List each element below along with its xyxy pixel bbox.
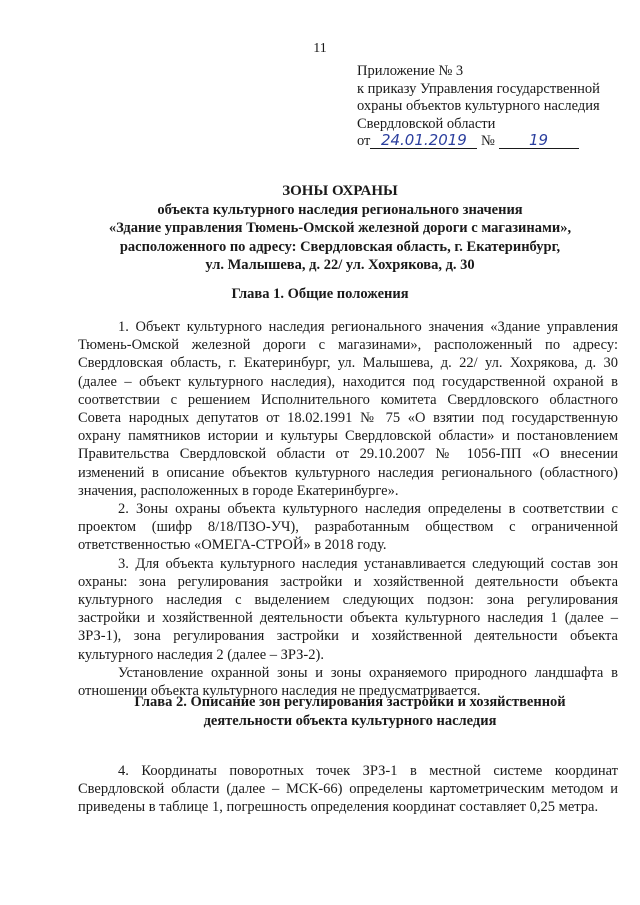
- paragraph-3: 3. Для объекта культурного наследия устанавливается следующий состав зон охраны: зона регулирования застройки и хозяйственной деятельности объекта культурного наследия с выделением следующих подзон: зона регулирования застройки и хозяйственной деятельности объекта культурного наследия 1 (далее – ЗРЗ-1), зона регулирования застройки и хозяйственной деятельности объекта культурного наследия 2 (далее – ЗРЗ-2).: [78, 555, 618, 663]
- date-prefix: от: [357, 133, 371, 150]
- title-line-3: расположенного по адресу: Свердловская область, г. Екатеринбург,: [119, 238, 561, 255]
- paragraph-4: Установление охранной зоны и зоны охраняемого природного ландшафта в отношении объекта культурного наследия не предусматривается.: [78, 664, 618, 700]
- paragraph-5: 4. Координаты поворотных точек ЗРЗ-1 в местной системе координат Свердловской области (далее – МСК-66) определены картометрическим методом и приведены в таблице 1, погрешность определения координат составляет 0,25 метра.: [78, 763, 618, 816]
- chapter-2-body: [78, 762, 618, 817]
- title-line-4: ул. Малышева, д. 22/ ул. Хохрякова, д. 30: [205, 257, 475, 274]
- order-number: 19: [499, 133, 579, 149]
- page-number: 11: [313, 41, 327, 56]
- chapter-1-body: [78, 318, 618, 700]
- document-title: [60, 182, 620, 275]
- title-line-2: «Здание управления Тюмень-Омской железной дороги с магазинами»,: [108, 220, 572, 237]
- order-date: 24.01.2019: [370, 133, 477, 149]
- chapter-2-heading: [80, 693, 620, 730]
- chapter-2-heading-line-1: Глава 2. Описание зон регулирования застройки и хозяйственной: [134, 694, 566, 710]
- title-line-1: объекта культурного наследия регионального значения: [157, 201, 523, 218]
- appendix-line-4: Свердловской области: [357, 115, 496, 132]
- appendix-line-2: к приказу Управления государственной: [357, 80, 600, 97]
- appendix-line-3: охраны объектов культурного наследия: [357, 98, 600, 115]
- number-label: №: [481, 133, 495, 150]
- paragraph-1: 1. Объект культурного наследия регионального значения «Здание управления Тюмень-Омской железной дороги с магазинами», расположенный по адресу: Свердловская область, г. Екатеринбург, ул. Малышева, д. 22/ ул. Хохрякова, д. 30 (далее – объект культурного наследия), находится под государственной охраной в соответствии с решением Исполнительного комитета Свердловского областного Совета народных депутатов от 18.02.1991 № 75 «О взятии под государственную охрану памятников истории и культуры Свердловской области» и постановлением Правительства Свердловской области от 29.10.2007 № 1056-ПП «О внесении изменений в описание объектов культурного наследия регионального (областного) значения, расположенных в городе Екатеринбурге».: [78, 319, 618, 499]
- chapter-1-heading: Глава 1. Общие положения: [231, 286, 409, 302]
- appendix-header: [357, 63, 637, 151]
- title-heading: ЗОНЫ ОХРАНЫ: [282, 183, 398, 199]
- chapter-2-heading-line-2: деятельности объекта культурного наследия: [203, 712, 497, 729]
- appendix-date-line: [357, 133, 637, 151]
- paragraph-2: 2. Зоны охраны объекта культурного наследия определены в соответствии с проектом (шифр 8/18/ПЗО-УЧ), разработанным обществом с ограниченной ответственностью «ОМЕГА-СТРОЙ» в 2018 году.: [78, 501, 618, 554]
- appendix-line-1: Приложение № 3: [357, 63, 464, 79]
